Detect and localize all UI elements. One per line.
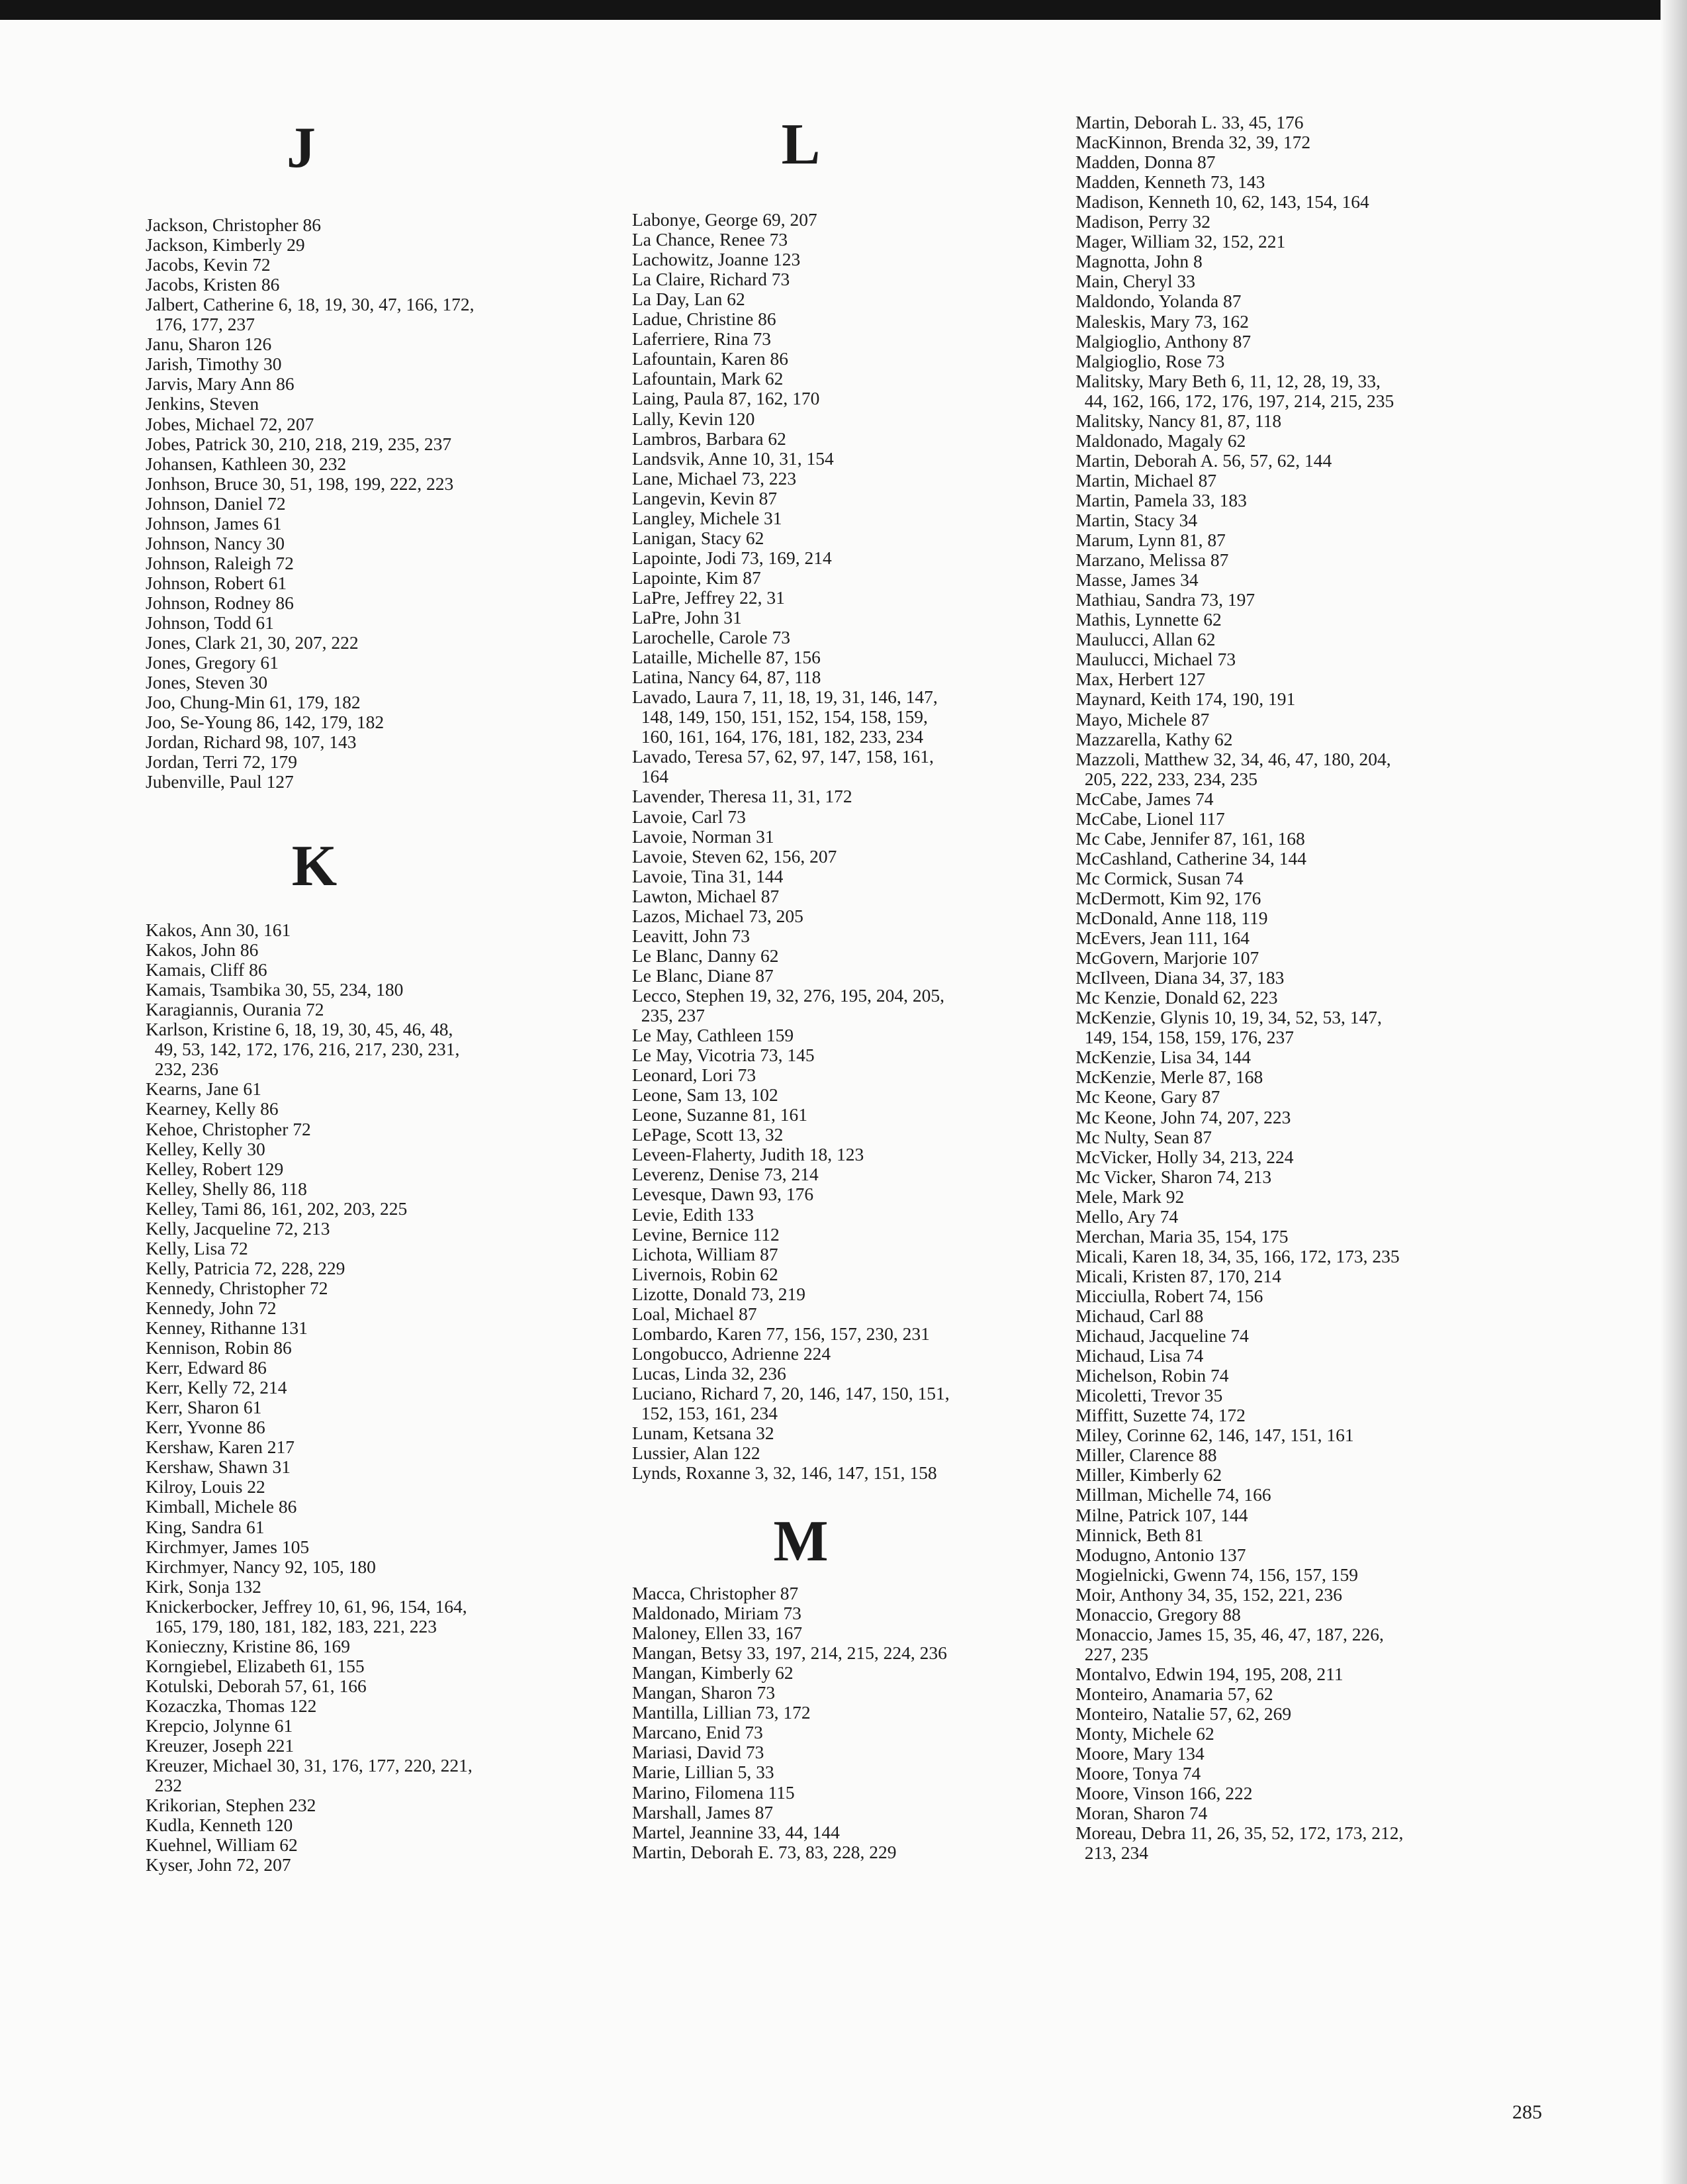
index-entry: Johnson, Raleigh 72 <box>146 552 294 573</box>
index-entry-continuation: 176, 177, 237 <box>146 314 255 335</box>
index-entry: Moreau, Debra 11, 26, 35, 52, 172, 173, 212, <box>1075 1823 1404 1844</box>
index-entry: Kennedy, John 72 <box>146 1297 277 1318</box>
index-entry: Moore, Vinson 166, 222 <box>1075 1783 1253 1804</box>
index-entry: Kirchmyer, James 105 <box>146 1536 310 1557</box>
index-entry: Lapointe, Kim 87 <box>632 567 761 588</box>
index-entry: Laing, Paula 87, 162, 170 <box>632 388 820 409</box>
index-entry: Jobes, Patrick 30, 210, 218, 219, 235, 237 <box>146 433 452 454</box>
index-entry: Jarish, Timothy 30 <box>146 354 282 375</box>
index-entry: Martin, Stacy 34 <box>1075 510 1198 530</box>
index-entry: Maulucci, Michael 73 <box>1075 649 1236 670</box>
index-entry: Kozaczka, Thomas 122 <box>146 1695 317 1716</box>
index-entry: Jubenville, Paul 127 <box>146 771 294 792</box>
index-entry: Mariasi, David 73 <box>632 1742 764 1763</box>
index-entry: Konieczny, Kristine 86, 169 <box>146 1635 351 1656</box>
index-entry: Kirchmyer, Nancy 92, 105, 180 <box>146 1556 376 1577</box>
index-entry: Jonhson, Bruce 30, 51, 198, 199, 222, 223 <box>146 473 454 494</box>
index-entry: Mathis, Lynnette 62 <box>1075 609 1222 630</box>
index-entry: Mogielnicki, Gwenn 74, 156, 157, 159 <box>1075 1564 1358 1585</box>
index-entry: Lussier, Alan 122 <box>632 1443 760 1464</box>
index-entry: Miffitt, Suzette 74, 172 <box>1075 1405 1246 1426</box>
index-entry-continuation: 232 <box>146 1775 182 1796</box>
index-entry: Milne, Patrick 107, 144 <box>1075 1504 1248 1525</box>
index-entry: Jarvis, Mary Ann 86 <box>146 373 295 395</box>
index-entry: Joo, Chung-Min 61, 179, 182 <box>146 692 361 713</box>
index-entry: Kelley, Robert 129 <box>146 1158 284 1179</box>
index-entry: Lecco, Stephen 19, 32, 276, 195, 204, 205, <box>632 984 945 1006</box>
index-entry: McIlveen, Diana 34, 37, 183 <box>1075 967 1285 988</box>
index-entry-continuation: 232, 236 <box>146 1059 218 1080</box>
index-entry: Max, Herbert 127 <box>1075 669 1206 690</box>
top-binding-edge <box>0 0 1687 20</box>
index-entry: Lambros, Barbara 62 <box>632 428 786 449</box>
index-entry: Luciano, Richard 7, 20, 146, 147, 150, 151, <box>632 1382 950 1403</box>
index-entry: Kirk, Sonja 132 <box>146 1576 261 1597</box>
index-entry: Monaccio, Gregory 88 <box>1075 1603 1241 1625</box>
index-entry-continuation: 165, 179, 180, 181, 182, 183, 221, 223 <box>146 1615 437 1637</box>
index-entry-continuation: 49, 53, 142, 172, 176, 216, 217, 230, 231, <box>146 1039 460 1060</box>
index-entry: Leone, Suzanne 81, 161 <box>632 1104 807 1125</box>
index-entry: Mangan, Kimberly 62 <box>632 1662 794 1684</box>
index-entry: Martin, Deborah A. 56, 57, 62, 144 <box>1075 450 1332 471</box>
index-entry: Kennedy, Christopher 72 <box>146 1277 328 1298</box>
index-entry: Lafountain, Karen 86 <box>632 348 788 369</box>
index-entry: Johnson, Daniel 72 <box>146 493 286 514</box>
index-entry: Leverenz, Denise 73, 214 <box>632 1164 819 1185</box>
index-entry: McDermott, Kim 92, 176 <box>1075 887 1261 908</box>
index-entry: Mc Cormick, Susan 74 <box>1075 867 1244 888</box>
index-entry: McCabe, James 74 <box>1075 788 1214 809</box>
index-entry: Mager, William 32, 152, 221 <box>1075 231 1286 252</box>
index-entry: Martin, Pamela 33, 183 <box>1075 489 1247 510</box>
index-entry: Ladue, Christine 86 <box>632 309 776 330</box>
index-entry: Johnson, James 61 <box>146 512 282 534</box>
index-entry: Moore, Mary 134 <box>1075 1743 1205 1764</box>
index-entry: Lucas, Linda 32, 236 <box>632 1362 786 1384</box>
index-entry: Leone, Sam 13, 102 <box>632 1084 778 1106</box>
index-entry: Michaud, Lisa 74 <box>1075 1345 1204 1366</box>
index-entry: Lataille, Michelle 87, 156 <box>632 647 821 668</box>
index-entry: McKenzie, Lisa 34, 144 <box>1075 1047 1251 1068</box>
section-letter-heading: M <box>773 1509 829 1574</box>
index-entry: Mc Keone, Gary 87 <box>1075 1086 1220 1108</box>
index-entry: Masse, James 34 <box>1075 569 1199 591</box>
index-entry: Maldonado, Magaly 62 <box>1075 430 1246 451</box>
index-entry: Labonye, George 69, 207 <box>632 209 817 230</box>
index-entry-continuation: 213, 234 <box>1075 1842 1148 1864</box>
index-entry: Montalvo, Edwin 194, 195, 208, 211 <box>1075 1663 1344 1684</box>
index-entry: LaPre, John 31 <box>632 607 742 628</box>
index-entry: LaPre, Jeffrey 22, 31 <box>632 587 785 608</box>
index-entry: Jenkins, Steven <box>146 393 259 414</box>
index-entry: Kearns, Jane 61 <box>146 1078 261 1100</box>
index-entry: Lane, Michael 73, 223 <box>632 467 797 489</box>
index-entry: Johansen, Kathleen 30, 232 <box>146 453 347 474</box>
index-entry: Marzano, Melissa 87 <box>1075 549 1229 571</box>
index-entry: Lavoie, Norman 31 <box>632 826 774 847</box>
index-entry: Maynard, Keith 174, 190, 191 <box>1075 688 1296 710</box>
index-entry: Kelley, Shelly 86, 118 <box>146 1178 307 1199</box>
index-entry: Kilroy, Louis 22 <box>146 1476 265 1497</box>
index-entry: Lavoie, Tina 31, 144 <box>632 865 784 886</box>
index-entry: Marie, Lillian 5, 33 <box>632 1762 774 1783</box>
index-entry-continuation: 160, 161, 164, 176, 181, 182, 233, 234 <box>632 726 923 747</box>
index-entry: Mc Kenzie, Donald 62, 223 <box>1075 987 1278 1008</box>
index-entry: Kreuzer, Joseph 221 <box>146 1735 295 1756</box>
index-entry: Mayo, Michele 87 <box>1075 708 1210 730</box>
index-entry: Michelson, Robin 74 <box>1075 1365 1229 1386</box>
index-entry: Le May, Cathleen 159 <box>632 1025 794 1046</box>
index-entry: Mathiau, Sandra 73, 197 <box>1075 589 1255 610</box>
index-entry: Lapointe, Jodi 73, 169, 214 <box>632 547 832 568</box>
index-entry: Lally, Kevin 120 <box>632 408 755 429</box>
index-entry: Mc Nulty, Sean 87 <box>1075 1126 1212 1147</box>
index-entry: Le Blanc, Danny 62 <box>632 945 779 966</box>
index-entry: Kelley, Kelly 30 <box>146 1138 265 1159</box>
index-entry: Kelly, Lisa 72 <box>146 1237 248 1258</box>
index-entry: Kamais, Tsambika 30, 55, 234, 180 <box>146 979 404 1000</box>
index-entry: Michaud, Jacqueline 74 <box>1075 1325 1249 1347</box>
index-entry-continuation: 152, 153, 161, 234 <box>632 1403 778 1423</box>
index-entry: Jackson, Christopher 86 <box>146 214 322 235</box>
index-entry: Maldondo, Yolanda 87 <box>1075 291 1242 312</box>
index-entry-continuation: 235, 237 <box>632 1005 705 1025</box>
index-entry: Malgioglio, Rose 73 <box>1075 350 1225 371</box>
index-entry: McVicker, Holly 34, 213, 224 <box>1075 1146 1294 1167</box>
index-entry: Mangan, Sharon 73 <box>632 1682 776 1703</box>
index-entry: McKenzie, Glynis 10, 19, 34, 52, 53, 147, <box>1075 1007 1382 1028</box>
index-entry: Martin, Deborah L. 33, 45, 176 <box>1075 112 1304 132</box>
index-entry: Lawton, Michael 87 <box>632 885 780 906</box>
index-entry: Marcano, Enid 73 <box>632 1722 763 1743</box>
index-entry: Jackson, Kimberly 29 <box>146 234 305 256</box>
index-entry: McCashland, Catherine 34, 144 <box>1075 847 1307 869</box>
index-entry: Micoletti, Trevor 35 <box>1075 1385 1223 1406</box>
index-entry: Kershaw, Shawn 31 <box>146 1456 291 1478</box>
index-entry: Jobes, Michael 72, 207 <box>146 413 314 434</box>
index-entry: Lunam, Ketsana 32 <box>632 1423 774 1444</box>
index-entry: Lavender, Theresa 11, 31, 172 <box>632 786 852 807</box>
index-entry: McKenzie, Merle 87, 168 <box>1075 1067 1263 1088</box>
index-entry: Lichota, William 87 <box>632 1243 778 1264</box>
index-entry-continuation: 227, 235 <box>1075 1643 1148 1664</box>
index-entry: Martin, Deborah E. 73, 83, 228, 229 <box>632 1841 897 1862</box>
index-entry: Jacobs, Kevin 72 <box>146 254 271 275</box>
index-entry: Jones, Steven 30 <box>146 672 268 693</box>
index-entry: Marino, Filomena 115 <box>632 1781 795 1803</box>
index-entry: Kelly, Patricia 72, 228, 229 <box>146 1257 345 1278</box>
index-entry: Levine, Bernice 112 <box>632 1223 780 1245</box>
index-entry: Michaud, Carl 88 <box>1075 1306 1204 1326</box>
index-entry: Lynds, Roxanne 3, 32, 146, 147, 151, 158 <box>632 1462 937 1484</box>
index-entry-continuation: 148, 149, 150, 151, 152, 154, 158, 159, <box>632 706 928 728</box>
index-entry: Kerr, Yvonne 86 <box>146 1417 265 1438</box>
index-entry: Maldonado, Miriam 73 <box>632 1603 801 1624</box>
index-entry: Landsvik, Anne 10, 31, 154 <box>632 448 834 469</box>
index-entry: Mele, Mark 92 <box>1075 1186 1185 1207</box>
index-entry: Miller, Kimberly 62 <box>1075 1464 1222 1486</box>
index-entry: Micali, Kristen 87, 170, 214 <box>1075 1265 1281 1286</box>
index-entry: Maleskis, Mary 73, 162 <box>1075 310 1249 332</box>
index-entry: Kuehnel, William 62 <box>146 1834 298 1856</box>
index-entry: Langley, Michele 31 <box>632 507 782 528</box>
index-entry: Maloney, Ellen 33, 167 <box>632 1623 803 1644</box>
index-entry: Modugno, Antonio 137 <box>1075 1544 1246 1565</box>
index-entry: Jordan, Richard 98, 107, 143 <box>146 732 357 753</box>
index-entry: Jordan, Terri 72, 179 <box>146 751 297 773</box>
index-entry: McGovern, Marjorie 107 <box>1075 947 1259 969</box>
index-entry: Madden, Donna 87 <box>1075 152 1216 173</box>
index-entry: Leavitt, John 73 <box>632 925 750 946</box>
index-entry: Lavoie, Carl 73 <box>632 806 746 827</box>
index-entry: Mantilla, Lillian 73, 172 <box>632 1702 811 1723</box>
index-entry: Jones, Clark 21, 30, 207, 222 <box>146 632 359 653</box>
index-entry: Lizotte, Donald 73, 219 <box>632 1283 805 1304</box>
index-entry: Marum, Lynn 81, 87 <box>1075 530 1226 551</box>
index-entry: Karlson, Kristine 6, 18, 19, 30, 45, 46, 48, <box>146 1019 453 1040</box>
index-entry: Korngiebel, Elizabeth 61, 155 <box>146 1655 365 1676</box>
index-entry: Kershaw, Karen 217 <box>146 1437 295 1458</box>
index-entry: Le May, Vicotria 73, 145 <box>632 1045 815 1066</box>
index-entry: MacKinnon, Brenda 32, 39, 172 <box>1075 132 1311 153</box>
index-entry: La Claire, Richard 73 <box>632 269 790 290</box>
index-entry: Lanigan, Stacy 62 <box>632 527 764 548</box>
index-entry: Kearney, Kelly 86 <box>146 1098 279 1119</box>
index-entry: Lachowitz, Joanne 123 <box>632 249 801 270</box>
index-entry-continuation: 164 <box>632 766 668 787</box>
index-entry: King, Sandra 61 <box>146 1516 265 1537</box>
index-entry: Main, Cheryl 33 <box>1075 271 1196 292</box>
index-entry: Moore, Tonya 74 <box>1075 1763 1201 1784</box>
section-letter-heading: L <box>781 113 821 177</box>
index-entry: Kelly, Jacqueline 72, 213 <box>146 1217 330 1239</box>
index-entry: Kenney, Rithanne 131 <box>146 1317 308 1338</box>
index-entry: Mazzarella, Kathy 62 <box>1075 728 1233 749</box>
index-entry: Laferriere, Rina 73 <box>632 328 771 350</box>
index-entry: Johnson, Nancy 30 <box>146 532 285 553</box>
index-entry: Mc Cabe, Jennifer 87, 161, 168 <box>1075 828 1305 849</box>
index-entry: Lavoie, Steven 62, 156, 207 <box>632 845 837 867</box>
index-entry: Macca, Christopher 87 <box>632 1583 799 1603</box>
index-entry: Miller, Clarence 88 <box>1075 1445 1217 1466</box>
index-entry: Monty, Michele 62 <box>1075 1723 1214 1744</box>
index-entry: Madison, Perry 32 <box>1075 211 1210 232</box>
index-entry: Mello, Ary 74 <box>1075 1206 1179 1227</box>
index-entry: Kelley, Tami 86, 161, 202, 203, 225 <box>146 1198 408 1219</box>
index-entry: Jacobs, Kristen 86 <box>146 274 280 295</box>
index-entry: Krepcio, Jolynne 61 <box>146 1715 293 1736</box>
index-entry: Livernois, Robin 62 <box>632 1263 778 1284</box>
index-entry: Monteiro, Anamaria 57, 62 <box>1075 1683 1273 1704</box>
page-right-edge-shadow <box>1661 0 1687 2184</box>
index-entry: Levie, Edith 133 <box>632 1204 754 1225</box>
index-entry: Johnson, Robert 61 <box>146 572 287 593</box>
index-entry: Malitsky, Mary Beth 6, 11, 12, 28, 19, 33, <box>1075 370 1381 391</box>
index-entry-continuation: 149, 154, 158, 159, 176, 237 <box>1075 1027 1294 1048</box>
index-entry: Lavado, Laura 7, 11, 18, 19, 31, 146, 147, <box>632 687 938 708</box>
index-entry: Marshall, James 87 <box>632 1801 774 1823</box>
index-entry: Kreuzer, Michael 30, 31, 176, 177, 220, 221, <box>146 1755 473 1776</box>
index-entry: Kotulski, Deborah 57, 61, 166 <box>146 1675 367 1696</box>
index-entry: Miley, Corinne 62, 146, 147, 151, 161 <box>1075 1425 1354 1446</box>
index-entry: Krikorian, Stephen 232 <box>146 1795 316 1816</box>
index-entry: Moran, Sharon 74 <box>1075 1803 1208 1824</box>
section-letter-heading: J <box>287 116 316 180</box>
index-entry: Jalbert, Catherine 6, 18, 19, 30, 47, 166, 172, <box>146 294 475 315</box>
index-entry: McCabe, Lionel 117 <box>1075 808 1225 829</box>
index-entry: Maulucci, Allan 62 <box>1075 629 1216 650</box>
index-entry: Kerr, Sharon 61 <box>146 1397 262 1418</box>
index-entry: Kakos, John 86 <box>146 939 259 961</box>
index-entry-continuation: 205, 222, 233, 234, 235 <box>1075 768 1257 789</box>
index-entry: Johnson, Rodney 86 <box>146 592 294 613</box>
index-entry: Karagiannis, Ourania 72 <box>146 999 324 1020</box>
index-entry: Lazos, Michael 73, 205 <box>632 905 803 926</box>
index-entry: Johnson, Todd 61 <box>146 612 274 633</box>
index-entry: Leonard, Lori 73 <box>632 1065 756 1086</box>
index-entry: La Chance, Renee 73 <box>632 229 788 250</box>
index-entry: Kamais, Cliff 86 <box>146 959 267 980</box>
page-number: 285 <box>1512 2101 1542 2123</box>
index-entry: Moir, Anthony 34, 35, 152, 221, 236 <box>1075 1584 1343 1605</box>
index-entry: Kehoe, Christopher 72 <box>146 1118 311 1139</box>
index-entry: Millman, Michelle 74, 166 <box>1075 1484 1271 1505</box>
index-entry: La Day, Lan 62 <box>632 289 745 310</box>
index-entry: Knickerbocker, Jeffrey 10, 61, 96, 154, 164, <box>146 1595 467 1617</box>
index-entry: Magnotta, John 8 <box>1075 251 1203 272</box>
index-entry: Kimball, Michele 86 <box>146 1496 297 1517</box>
index-entry: Longobucco, Adrienne 224 <box>632 1343 831 1364</box>
index-entry: Kerr, Edward 86 <box>146 1357 267 1378</box>
index-entry: Mazzoli, Matthew 32, 34, 46, 47, 180, 204, <box>1075 748 1391 769</box>
index-entry: Minnick, Beth 81 <box>1075 1524 1204 1545</box>
index-entry: Jones, Gregory 61 <box>146 652 279 673</box>
index-entry: Merchan, Maria 35, 154, 175 <box>1075 1225 1289 1247</box>
index-entry: Madison, Kenneth 10, 62, 143, 154, 164 <box>1075 191 1369 213</box>
index-entry: Joo, Se-Young 86, 142, 179, 182 <box>146 712 385 733</box>
index-entry: Micciulla, Robert 74, 156 <box>1075 1285 1263 1306</box>
index-entry: Langevin, Kevin 87 <box>632 487 778 508</box>
index-entry: Monteiro, Natalie 57, 62, 269 <box>1075 1703 1292 1724</box>
index-entry: Martel, Jeannine 33, 44, 144 <box>632 1821 840 1842</box>
index-entry: Kennison, Robin 86 <box>146 1337 292 1358</box>
index-entry: Malitsky, Nancy 81, 87, 118 <box>1075 410 1282 431</box>
index-entry: Mangan, Betsy 33, 197, 214, 215, 224, 236 <box>632 1642 947 1664</box>
index-entry: Micali, Karen 18, 34, 35, 166, 172, 173, 235 <box>1075 1245 1400 1266</box>
index-entry: Kyser, John 72, 207 <box>146 1854 291 1875</box>
index-entry-continuation: 44, 162, 166, 172, 176, 197, 214, 215, 235 <box>1075 390 1394 411</box>
index-entry: Le Blanc, Diane 87 <box>632 965 774 986</box>
index-entry: Larochelle, Carole 73 <box>632 627 790 648</box>
index-entry: Lavado, Teresa 57, 62, 97, 147, 158, 161, <box>632 746 934 767</box>
index-entry: Malgioglio, Anthony 87 <box>1075 330 1252 352</box>
index-entry: Loal, Michael 87 <box>632 1303 757 1324</box>
index-entry: Lafountain, Mark 62 <box>632 368 784 389</box>
index-entry: Kakos, Ann 30, 161 <box>146 920 291 940</box>
index-entry: Leveen-Flaherty, Judith 18, 123 <box>632 1144 864 1165</box>
index-entry: Janu, Sharon 126 <box>146 334 272 355</box>
index-entry: McDonald, Anne 118, 119 <box>1075 908 1268 928</box>
index-entry: Lombardo, Karen 77, 156, 157, 230, 231 <box>632 1323 930 1344</box>
index-entry: McEvers, Jean 111, 164 <box>1075 927 1250 949</box>
section-letter-heading: K <box>291 834 338 898</box>
index-entry: LePage, Scott 13, 32 <box>632 1124 784 1145</box>
index-entry: Mc Vicker, Sharon 74, 213 <box>1075 1166 1272 1187</box>
index-entry: Monaccio, James 15, 35, 46, 47, 187, 226, <box>1075 1623 1384 1644</box>
index-entry: Levesque, Dawn 93, 176 <box>632 1184 814 1205</box>
index-entry: Kudla, Kenneth 120 <box>146 1815 293 1836</box>
index-entry: Mc Keone, John 74, 207, 223 <box>1075 1106 1291 1127</box>
index-entry: Kerr, Kelly 72, 214 <box>146 1377 287 1398</box>
index-entry: Latina, Nancy 64, 87, 118 <box>632 667 821 688</box>
index-entry: Martin, Michael 87 <box>1075 469 1217 491</box>
index-entry: Madden, Kenneth 73, 143 <box>1075 171 1265 193</box>
